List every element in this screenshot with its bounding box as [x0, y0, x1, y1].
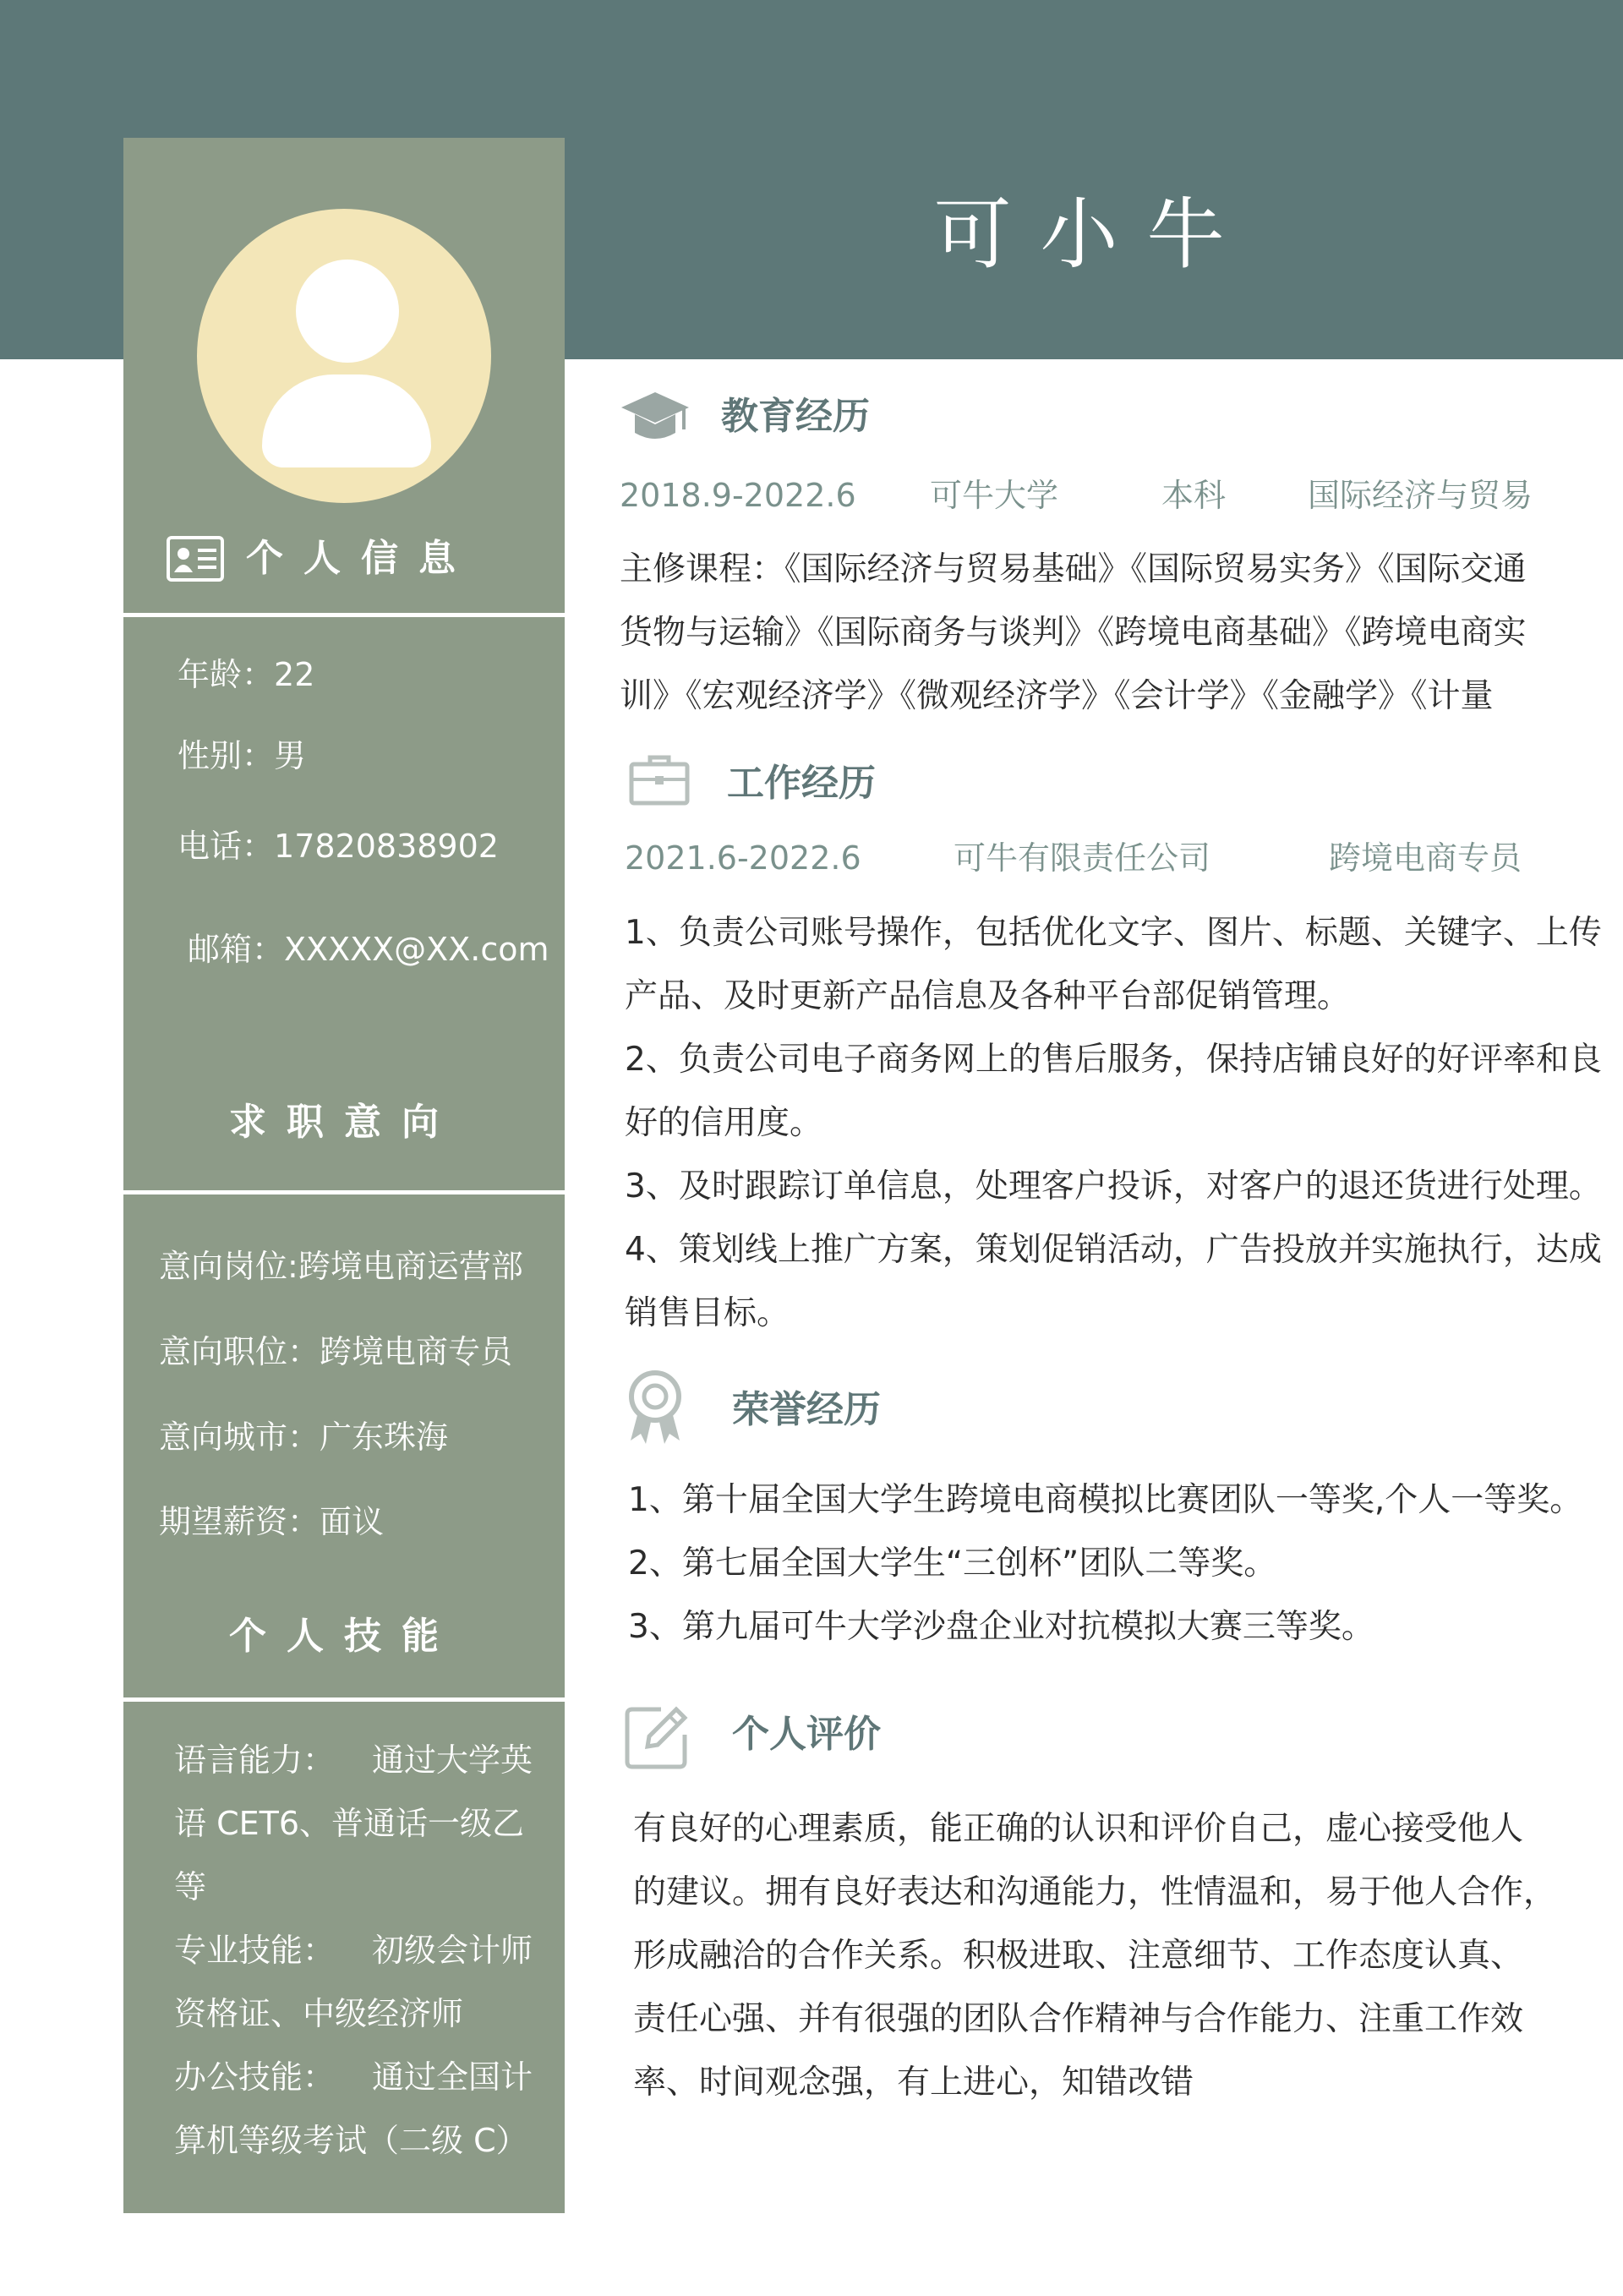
intent-department-row: 意向岗位:跨境电商运营部: [159, 1248, 523, 1285]
avatar-icon: [197, 209, 491, 503]
intent-salary-row: 期望薪资：面议: [159, 1503, 385, 1540]
education-courses: 主修课程：《国际经济与贸易基础》《国际贸易实务》《国际交通 货物与运输》《国际商务与谈判》《跨境电商基础》《跨境电商实 训》《宏观经济学》《微观经济学》《会计学》《金融学》《计量: [620, 550, 1527, 715]
work-meta: [625, 837, 1597, 879]
evaluation-title: 个人评价: [732, 1713, 881, 1756]
divider: [123, 613, 565, 617]
education-meta: [620, 474, 1592, 517]
email-row: 邮箱：XXXXX@XX.com: [188, 931, 549, 968]
gender-row: 性别：男: [178, 737, 307, 774]
skill-professional: 专业技能： 初级会计师 资格证、中级经济师: [174, 1932, 533, 2032]
work-company: 可牛有限责任公司: [954, 839, 1211, 877]
intent-position-row: 意向职位：跨境电商专员: [159, 1333, 513, 1370]
work-title: 工作经历: [727, 762, 876, 805]
divider: [123, 1190, 565, 1194]
skills-title: 个人技能: [229, 1615, 459, 1658]
candidate-name: 可小牛: [933, 189, 1254, 280]
age-row: 年龄：22: [178, 656, 315, 693]
intent-city-row: 意向城市：广东珠海: [159, 1419, 449, 1456]
sidebar: [123, 138, 565, 2213]
phone-row: 电话：17820838902: [178, 828, 499, 865]
job-intent-title: 求职意向: [229, 1101, 459, 1144]
divider: [123, 1697, 565, 1702]
honors-title: 荣誉经历: [732, 1388, 881, 1431]
education-period: 2018.9-2022.6: [620, 477, 856, 514]
education-school: 可牛大学: [930, 477, 1059, 514]
skill-language: 语言能力： 通过大学英 语 CET6、普通话一级乙等: [174, 1741, 533, 1905]
skill-office: 办公技能： 通过全国计 算机等级考试（二级 C）: [174, 2058, 533, 2159]
work-position: 跨境电商专员: [1329, 839, 1522, 877]
award-medal-icon: [624, 1369, 686, 1447]
graduation-cap-icon: [620, 389, 691, 448]
work-period: 2021.6-2022.6: [625, 839, 861, 877]
work-duties: 1、负责公司账号操作，包括优化文字、图片、标题、关键字、上传 产品、及时更新产品信息及各种平台部促销管理。 2、负责公司电子商务网上的售后服务，保持店铺良好的好评率和良 好的信用度。 3、及时跟踪订单信息，处理客户投诉，对客户的退还货进行处理。 4、策划线上推广方案，策划促销活动，广告投放并实施执行，达成 销售目标。: [625, 914, 1602, 1332]
education-degree: 本科: [1161, 477, 1227, 514]
personal-info-title: 个人信息: [246, 537, 476, 580]
edit-pen-icon: [624, 1703, 691, 1770]
education-major: 国际经济与贸易: [1308, 477, 1533, 514]
education-title: 教育经历: [721, 395, 870, 438]
honors-list: 1、第十届全国大学生跨境电商模拟比赛团队一等奖,个人一等奖。 2、第七届全国大学生“三创杯”团队二等奖。 3、第九届可牛大学沙盘企业对抗模拟大赛三等奖。: [628, 1481, 1583, 1646]
evaluation-text: 有良好的心理素质，能正确的认识和评价自己，虚心接受他人 的建议。拥有良好表达和沟通能力，性情温和，易于他人合作， 形成融洽的合作关系。积极进取、注意细节、工作态度认真、 责任心强、并有很强的团队合作精神与合作能力、注重工作效 率、时间观念强，有上进心，知错改错: [633, 1810, 1557, 2102]
skills-text: [174, 1729, 538, 2173]
briefcase-icon: [628, 752, 691, 806]
